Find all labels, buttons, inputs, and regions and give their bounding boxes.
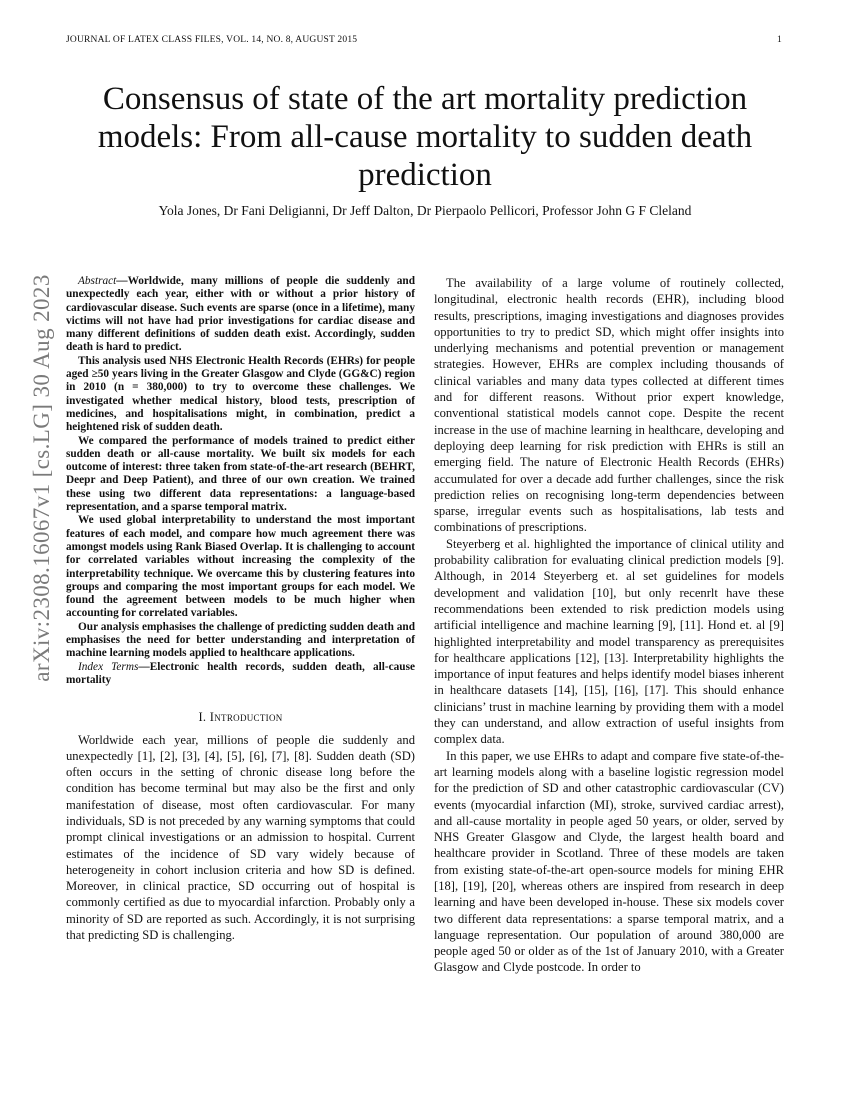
abstract-paragraph: We compared the performance of models trained to predict either sudden death or all-cause mortality. We built six models for each outcome of interest: three taken from state-of-the-art research (BEHRT, Deepr and Deep Patient), and three of our own creation. We trained these using two different data representations: a language-based representation, and a sparse temporal matrix. xyxy=(66,434,415,514)
abstract-label: Abstract xyxy=(78,275,117,287)
section-number: I. xyxy=(198,710,207,725)
index-terms: Index Terms—Electronic health records, sudden death, all-cause mortality xyxy=(66,660,416,686)
abstract-paragraph: This analysis used NHS Electronic Health Records (EHRs) for people aged ≥50 years living in the Greater Glasgow and Clyde (GG&C) region in 2010 (n = 380,000) to try to overcome these challenges. We investigated whether medical history, blood tests, prescription of medicines, and hospitalisations might, in combination, predict a heightened risk of sudden death. xyxy=(66,354,415,434)
arxiv-watermark: arXiv:2308.16067v1 [cs.LG] 30 Aug 2023 xyxy=(29,274,54,682)
author-list: Yola Jones, Dr Fani Deligianni, Dr Jeff Dalton, Dr Pierpaolo Pellicori, Professor John G F Cleland xyxy=(158,203,692,218)
index-terms-label: Index Terms xyxy=(78,660,139,673)
abstract-paragraph: Our analysis emphasises the challenge of predicting sudden death and emphasises the need for better understanding and interpretation of machine learning models applied to healthcare applications. xyxy=(66,620,415,660)
body-paragraph: Worldwide each year, millions of people die suddenly and unexpectedly [1], [2], [3], [4], [5], [6], [7], [8]. Sudden death (SD) often occurs in the setting of chronic disease long before the condition has become terminal but may also be the first and only manifestation of disease, most often cardiovascular. For many individuals, SD is not preceded by any warning symptoms that could prompt clinical investigations or an admission to hospital. Current estimates of the incidence of SD vary widely because of heterogeneity in cohort inclusion criteria and how SD is defined. Moreover, in clinical practice, SD occurring out of hospital is commonly certified as due to myocardial infarction. Probably only a minority of SD are reported as such. Accordingly, it is not surprising that predicting SD is challenging. xyxy=(66,732,415,943)
abstract-paragraph: We used global interpretability to understand the most important features of each model, and compare how much agreement there was amongst models using Rank Biased Overlap. It is challenging to account for correlated variables without increasing the complexity of the interpretability technique. We overcame this by clustering features into groups and comparing the most important groups for each model. We found the agreement between models to be much higher when accounting for correlated variables. xyxy=(66,514,415,620)
abstract-paragraph: Abstract—Worldwide, many millions of people die suddenly and unexpectedly each year, either with or without a prior history of cardiovascular disease. Such events are sparse (once in a lifetime), many victims will not have had prior investigations for cardiac disease and many different definitions of sudden death exist. Accordingly, sudden death is hard to predict. xyxy=(66,275,415,354)
journal-header: JOURNAL OF LATEX CLASS FILES, VOL. 14, NO. 8, AUGUST 2015 xyxy=(66,35,358,45)
page-number: 1 xyxy=(777,35,782,45)
body-paragraph: Steyerberg et al. highlighted the importance of clinical utility and probability calibration for evaluating clinical prediction models [9]. Although, in 2014 Steyerberg et. al set guidelines for models development and validation [10], but only recenrlt have these recommendations been extended to risk prediction models using artificial intelligence and machine learning [9], [11]. Hond et. al [9] highlighted interpretability and model transparency as prerequisites for healthcare applications [12], [13]. Interpretability highlights the importance of input features and helps identify model biases inherent in healthcare datasets [14], [15], [16], [17]. This should enhance clinicians’ trust in machine learning by providing them with a model they can understand, and allow extraction of useful insights from complex data. xyxy=(434,536,784,747)
section-title: Introduction xyxy=(209,710,283,725)
body-paragraph: The availability of a large volume of routinely collected, longitudinal, electronic health records (EHR), including blood results, prescriptions, imaging investigations and diagnoses provides opportunities to try to predict SD, which might offer insights into underlying mechanisms and potential prevention or management strategies. However, EHRs are complex including thousands of clinical variables and many data types collected at different times and for different reasons. Without prior expert knowledge, conventional statistical models cannot cope. Despite the recent increase in the use of machine learning in healthcare, developing and deploying deep learning for risk prediction with EHRs is still an emerging field. The nature of Electronic Health Records (EHRs) accumulated for over a decade add further challenges, since the risk prediction relies on recognising long-term dependencies between sparse, irregular events such as hospitalisations, lab tests and combinations of prescriptions. xyxy=(434,276,784,535)
intro-left-text xyxy=(66,732,415,944)
abstract xyxy=(66,275,415,661)
body-paragraph: In this paper, we use EHRs to adapt and compare five state-of-the-art learning models along with a baseline logistic regression model for the prediction of SD and other catastrophic cardiovascular (CV) events (myocardial infarction (MI), stroke, survived cardiac arrest), and all-cause mortality in people aged 50 years, or older, served by NHS Greater Glasgow and Clyde, the largest health board and healthcare provider in Scotland. Three of these models are taken from existing state-of-the-art open-source models for mining EHR [18], [19], [20], whereas others are inspired from research in deep learning and have been developed in-house. These six models cover two different data representations: a sparse temporal matrix, and a language representation. Our population of around 380,000 are people aged 50 or older as of the 1st of January 2010, with a Greater Glasgow and Clyde postcode. In order to xyxy=(434,748,784,975)
paper-title: Consensus of state of the art mortality prediction models: From all-cause mortality to sudden death prediction xyxy=(97,81,753,193)
right-column xyxy=(434,275,784,976)
left-column xyxy=(66,275,415,943)
section-heading xyxy=(66,709,415,725)
